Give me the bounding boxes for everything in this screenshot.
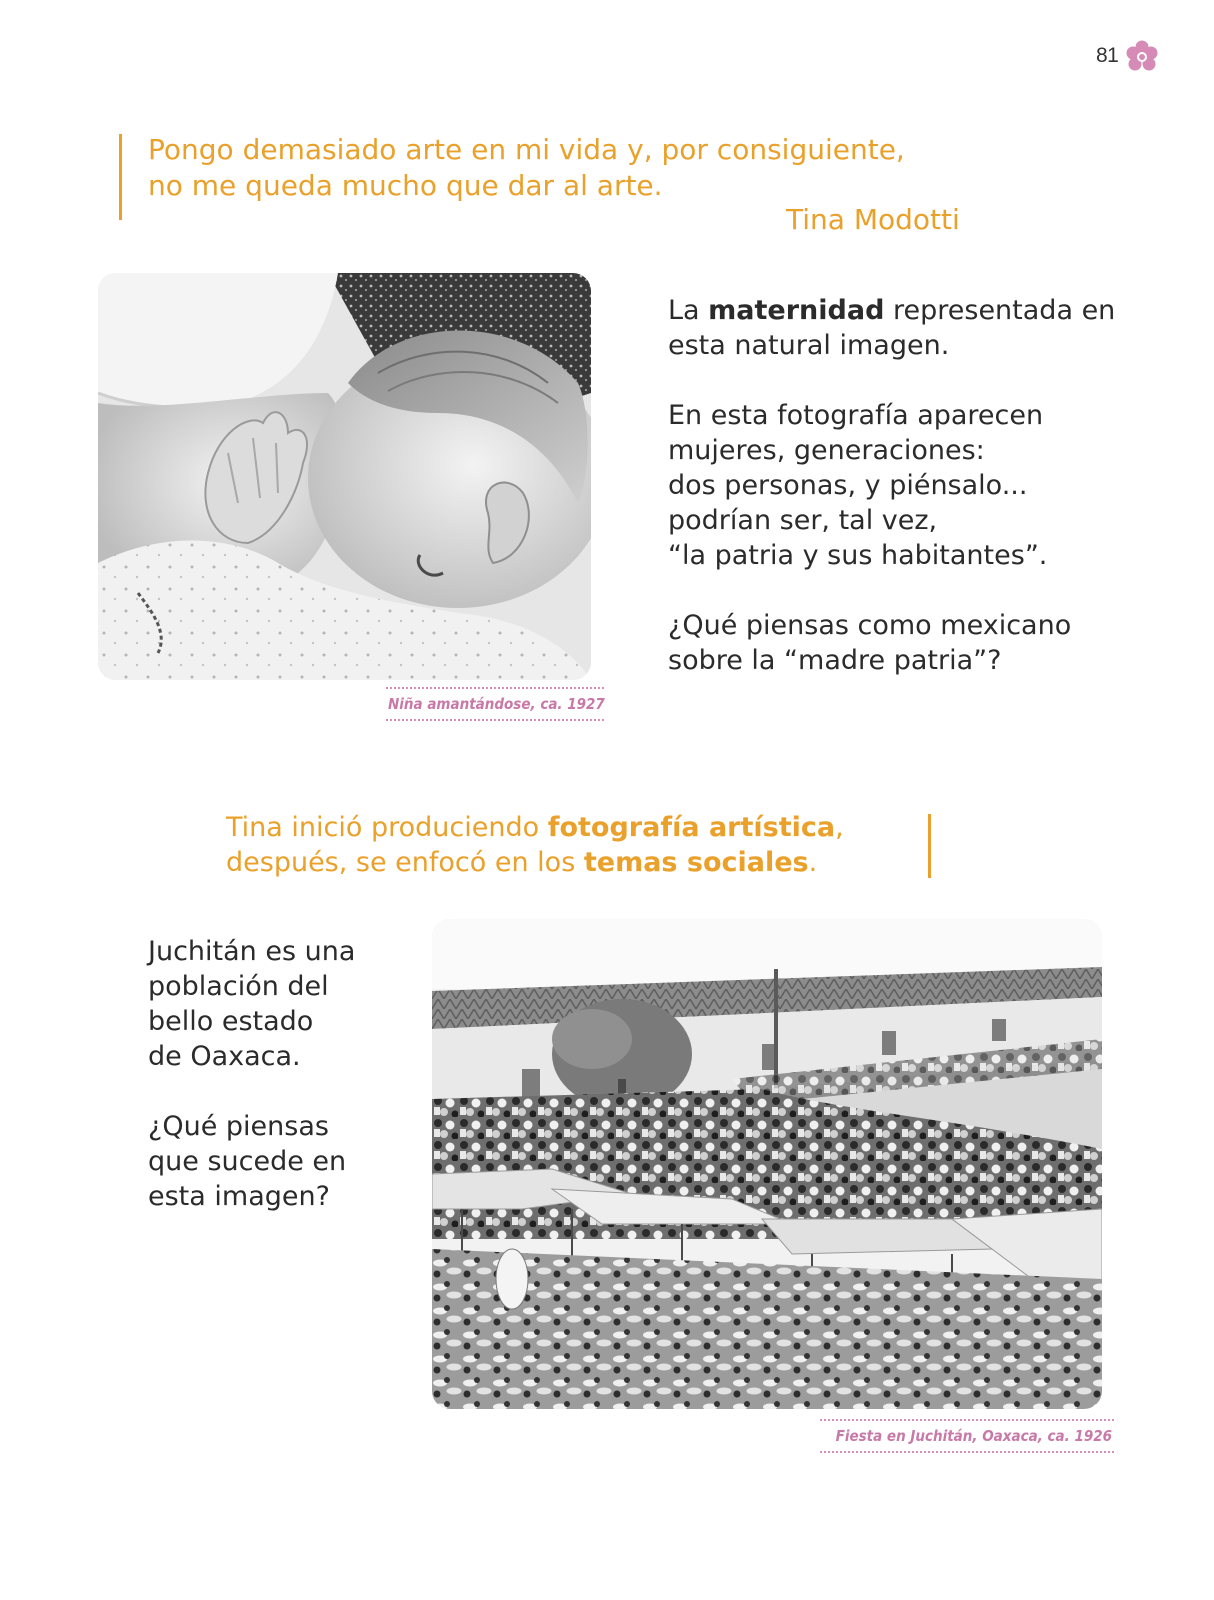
photo-nursing-child — [98, 273, 591, 680]
highlight-line-1 — [226, 810, 926, 845]
generations-paragraph — [668, 398, 1168, 573]
text-line: de Oaxaca. — [148, 1041, 301, 1072]
juchitan-question — [148, 1109, 418, 1214]
epigraph-quote — [148, 132, 1008, 204]
text-line: “la patria y sus habitantes”. — [668, 540, 1048, 571]
maternity-text — [668, 293, 1168, 678]
text-fragment: después, se enfocó en los — [226, 847, 584, 878]
text-line: bello estado — [148, 1006, 314, 1037]
maternity-paragraph — [668, 293, 1168, 363]
bold-keyword: fotografía artística — [547, 812, 836, 843]
text-fragment: Tina inició produciendo — [226, 812, 548, 843]
text-line: que sucede en — [148, 1146, 347, 1177]
highlight-accent-bar — [928, 814, 931, 878]
text-line: podrían ser, tal vez, — [668, 505, 938, 536]
highlight-line-2 — [226, 845, 926, 880]
page-number: 81 — [1096, 44, 1119, 67]
text-line: ¿Qué piensas — [148, 1111, 329, 1142]
quote-author: Tina Modotti — [786, 203, 960, 236]
quote-accent-bar — [119, 134, 122, 220]
text-line: mujeres, generaciones: — [668, 435, 985, 466]
quote-line-1: Pongo demasiado arte en mi vida y, por consiguiente, — [148, 133, 905, 166]
photo-caption-juchitan: Fiesta en Juchitán, Oaxaca, ca. 1926 — [820, 1419, 1114, 1453]
text-line: población del — [148, 971, 329, 1002]
text-line: En esta fotografía aparecen — [668, 400, 1044, 431]
highlight-statement — [226, 810, 926, 880]
photo-juchitan-festival-image — [432, 919, 1102, 1409]
text-line: sobre la “madre patria”? — [668, 645, 1002, 676]
text-fragment: representada en esta natural imagen. — [668, 295, 1116, 361]
text-fragment: La — [668, 295, 709, 326]
quote-line-2: no me queda mucho que dar al arte. — [148, 169, 663, 202]
bold-keyword: maternidad — [708, 295, 885, 326]
text-fragment: , — [835, 812, 844, 843]
photo-juchitan-festival — [432, 919, 1102, 1409]
text-line: ¿Qué piensas como mexicano — [668, 610, 1072, 641]
question-paragraph — [668, 608, 1168, 678]
juchitan-paragraph — [148, 934, 418, 1074]
juchitan-text — [148, 934, 418, 1214]
photo-caption-nursing: Niña amantándose, ca. 1927 — [386, 687, 604, 721]
text-line: Juchitán es una — [148, 936, 356, 967]
text-line: esta imagen? — [148, 1181, 330, 1212]
text-line: dos personas, y piénsalo... — [668, 470, 1028, 501]
text-fragment: . — [808, 847, 818, 878]
flower-icon — [1124, 39, 1160, 75]
bold-keyword: temas sociales — [583, 847, 809, 878]
photo-nursing-child-image — [98, 273, 591, 680]
